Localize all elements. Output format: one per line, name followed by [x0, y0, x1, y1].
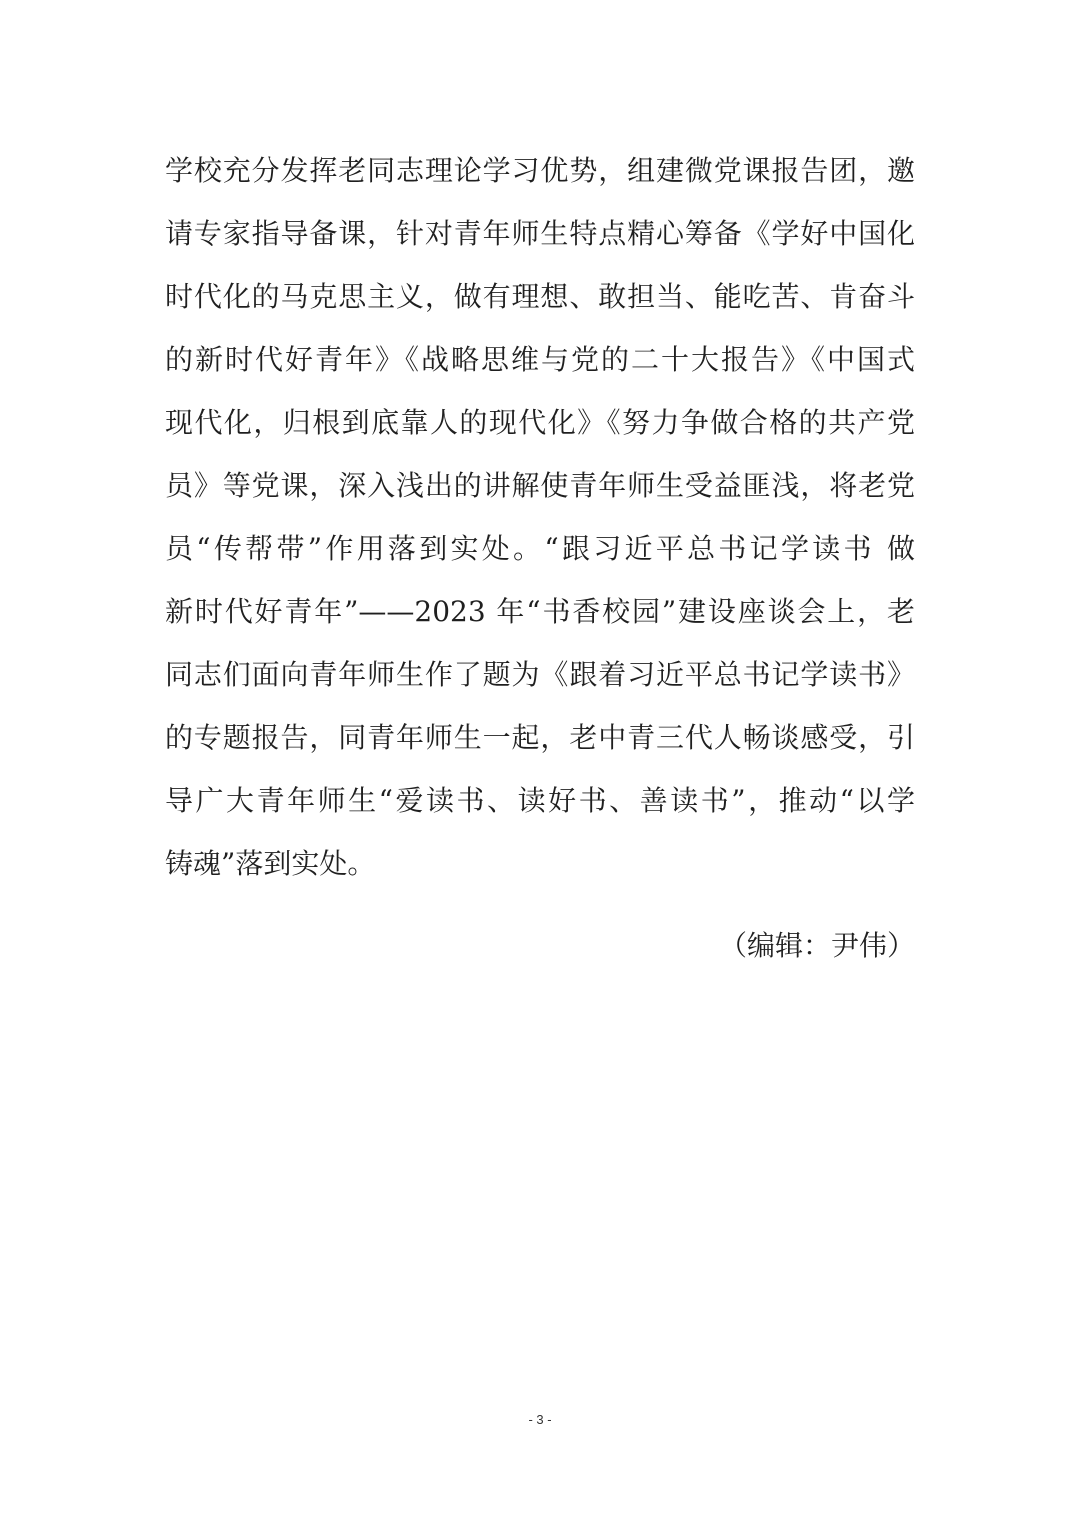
body-line: 员“传帮带”作用落到实处。“跟习近平总书记学读书 做: [165, 532, 915, 565]
body-line: 时代化的马克思主义，做有理想、敢担当、能吃苦、肯奋斗: [165, 280, 915, 313]
body-line: 员》等党课，深入浅出的讲解使青年师生受益匪浅，将老党: [165, 469, 915, 502]
body-line: 铸魂”落到实处。: [165, 847, 376, 880]
body-line: 的新时代好青年》《战略思维与党的二十大报告》《中国式: [165, 343, 915, 376]
body-line: 学校充分发挥老同志理论学习优势，组建微党课报告团，邀: [165, 154, 915, 187]
page-number: - 3 -: [528, 1412, 552, 1427]
body-line: 的专题报告，同青年师生一起，老中青三代人畅谈感受，引: [165, 721, 915, 754]
body-line: 导广大青年师生“爱读书、读好书、善读书”，推动“以学: [165, 784, 915, 817]
editor-note: （编辑：尹伟）: [718, 929, 915, 962]
body-line: 新时代好青年”——2023 年“书香校园”建设座谈会上，老: [165, 595, 915, 628]
body-line: 同志们面向青年师生作了题为《跟着习近平总书记学读书》: [165, 658, 915, 691]
body-line: 请专家指导备课，针对青年师生特点精心筹备《学好中国化: [165, 217, 915, 250]
body-paragraph: [165, 148, 915, 904]
body-line: 现代化，归根到底靠人的现代化》《努力争做合格的共产党: [165, 406, 915, 439]
